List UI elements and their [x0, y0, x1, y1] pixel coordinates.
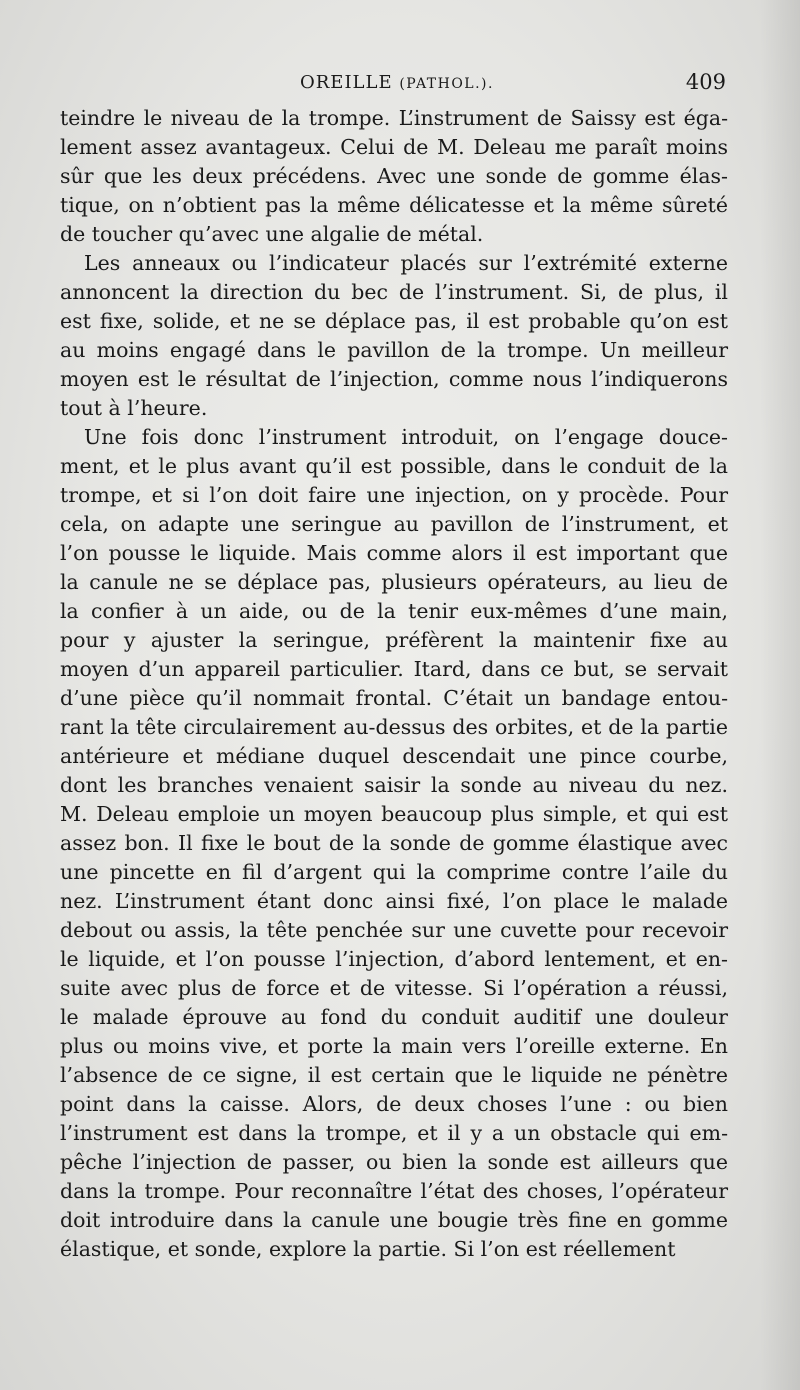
text-line: la canule ne se déplace pas, plusieurs opérateurs, au lieu de: [60, 570, 728, 594]
text-line: pour y ajuster la seringue, préfèrent la maintenir fixe au: [60, 628, 728, 652]
text-line: Une fois donc l’instrument introduit, on l’engage douce-: [84, 425, 728, 449]
paragraph: [60, 423, 728, 1264]
text-line: dans la trompe. Pour reconnaître l’état des choses, l’opérateur: [60, 1179, 728, 1203]
text-line: d’une pièce qu’il nommait frontal. C’était un bandage entou-: [60, 686, 728, 710]
page-header: [60, 70, 728, 102]
text-line: point dans la caisse. Alors, de deux choses l’une : ou bien: [60, 1092, 728, 1116]
text-line: Les anneaux ou l’indicateur placés sur l’extrémité externe: [84, 251, 728, 275]
paragraph: [60, 104, 728, 249]
text-line: tout à l’heure.: [60, 396, 208, 420]
text-line: pêche l’injection de passer, ou bien la sonde est ailleurs que: [60, 1150, 728, 1174]
text-line: au moins engagé dans le pavillon de la trompe. Un meilleur: [60, 338, 728, 362]
text-line: plus ou moins vive, et porte la main vers l’oreille externe. En: [60, 1034, 728, 1058]
text-line: moyen est le résultat de l’injection, comme nous l’indiquerons: [60, 367, 728, 391]
text-line: M. Deleau emploie un moyen beaucoup plus simple, et qui est: [60, 802, 728, 826]
text-line: doit introduire dans la canule une bougie très fine en gomme: [60, 1208, 728, 1232]
text-line: l’absence de ce signe, il est certain que le liquide ne pénètre: [60, 1063, 728, 1087]
text-line: l’instrument est dans la trompe, et il y a un obstacle qui em-: [60, 1121, 728, 1145]
running-head: [300, 72, 494, 93]
text-line: est fixe, solide, et ne se déplace pas, il est probable qu’on est: [60, 309, 728, 333]
text-line: le malade éprouve au fond du conduit auditif une douleur: [60, 1005, 728, 1029]
text-line: sûr que les deux précédens. Avec une sonde de gomme élas-: [60, 164, 728, 188]
text-line: dont les branches venaient saisir la sonde au niveau du nez.: [60, 773, 728, 797]
text-line: lement assez avantageux. Celui de M. Deleau me paraît moins: [60, 135, 728, 159]
text-line: suite avec plus de force et de vitesse. Si l’opération a réussi,: [60, 976, 728, 1000]
text-line: teindre le niveau de la trompe. L’instrument de Saissy est éga-: [60, 106, 728, 130]
text-line: debout ou assis, la tête penchée sur une cuvette pour recevoir: [60, 918, 728, 942]
text-line: tique, on n’obtient pas la même délicatesse et la même sûreté: [60, 193, 728, 217]
text-line: nez. L’instrument étant donc ainsi fixé, l’on place le malade: [60, 889, 728, 913]
text-line: cela, on adapte une seringue au pavillon de l’instrument, et: [60, 512, 728, 536]
text-line: le liquide, et l’on pousse l’injection, d’abord lentement, et en-: [60, 947, 728, 971]
body-text: [60, 104, 728, 1264]
running-subtitle: (PATHOL.).: [399, 76, 494, 92]
page-edge-shadow: [760, 0, 800, 1390]
paragraph: [60, 249, 728, 423]
text-line: élastique, et sonde, explore la partie. Si l’on est réellement: [60, 1237, 676, 1261]
text-line: annoncent la direction du bec de l’instrument. Si, de plus, il: [60, 280, 728, 304]
text-line: rant la tête circulairement au-dessus des orbites, et de la partie: [60, 715, 728, 739]
text-line: l’on pousse le liquide. Mais comme alors il est important que: [60, 541, 728, 565]
text-line: assez bon. Il fixe le bout de la sonde de gomme élastique avec: [60, 831, 728, 855]
text-line: moyen d’un appareil particulier. Itard, dans ce but, se servait: [60, 657, 728, 681]
text-line: de toucher qu’avec une algalie de métal.: [60, 222, 484, 246]
text-line: trompe, et si l’on doit faire une injection, on y procède. Pour: [60, 483, 728, 507]
running-title: OREILLE: [300, 72, 393, 93]
text-line: antérieure et médiane duquel descendait une pince courbe,: [60, 744, 728, 768]
text-line: la confier à un aide, ou de la tenir eux-mêmes d’une main,: [60, 599, 728, 623]
text-line: une pincette en fil d’argent qui la comprime contre l’aile du: [60, 860, 728, 884]
page-number: 409: [685, 70, 726, 94]
text-line: ment, et le plus avant qu’il est possible, dans le conduit de la: [60, 454, 728, 478]
